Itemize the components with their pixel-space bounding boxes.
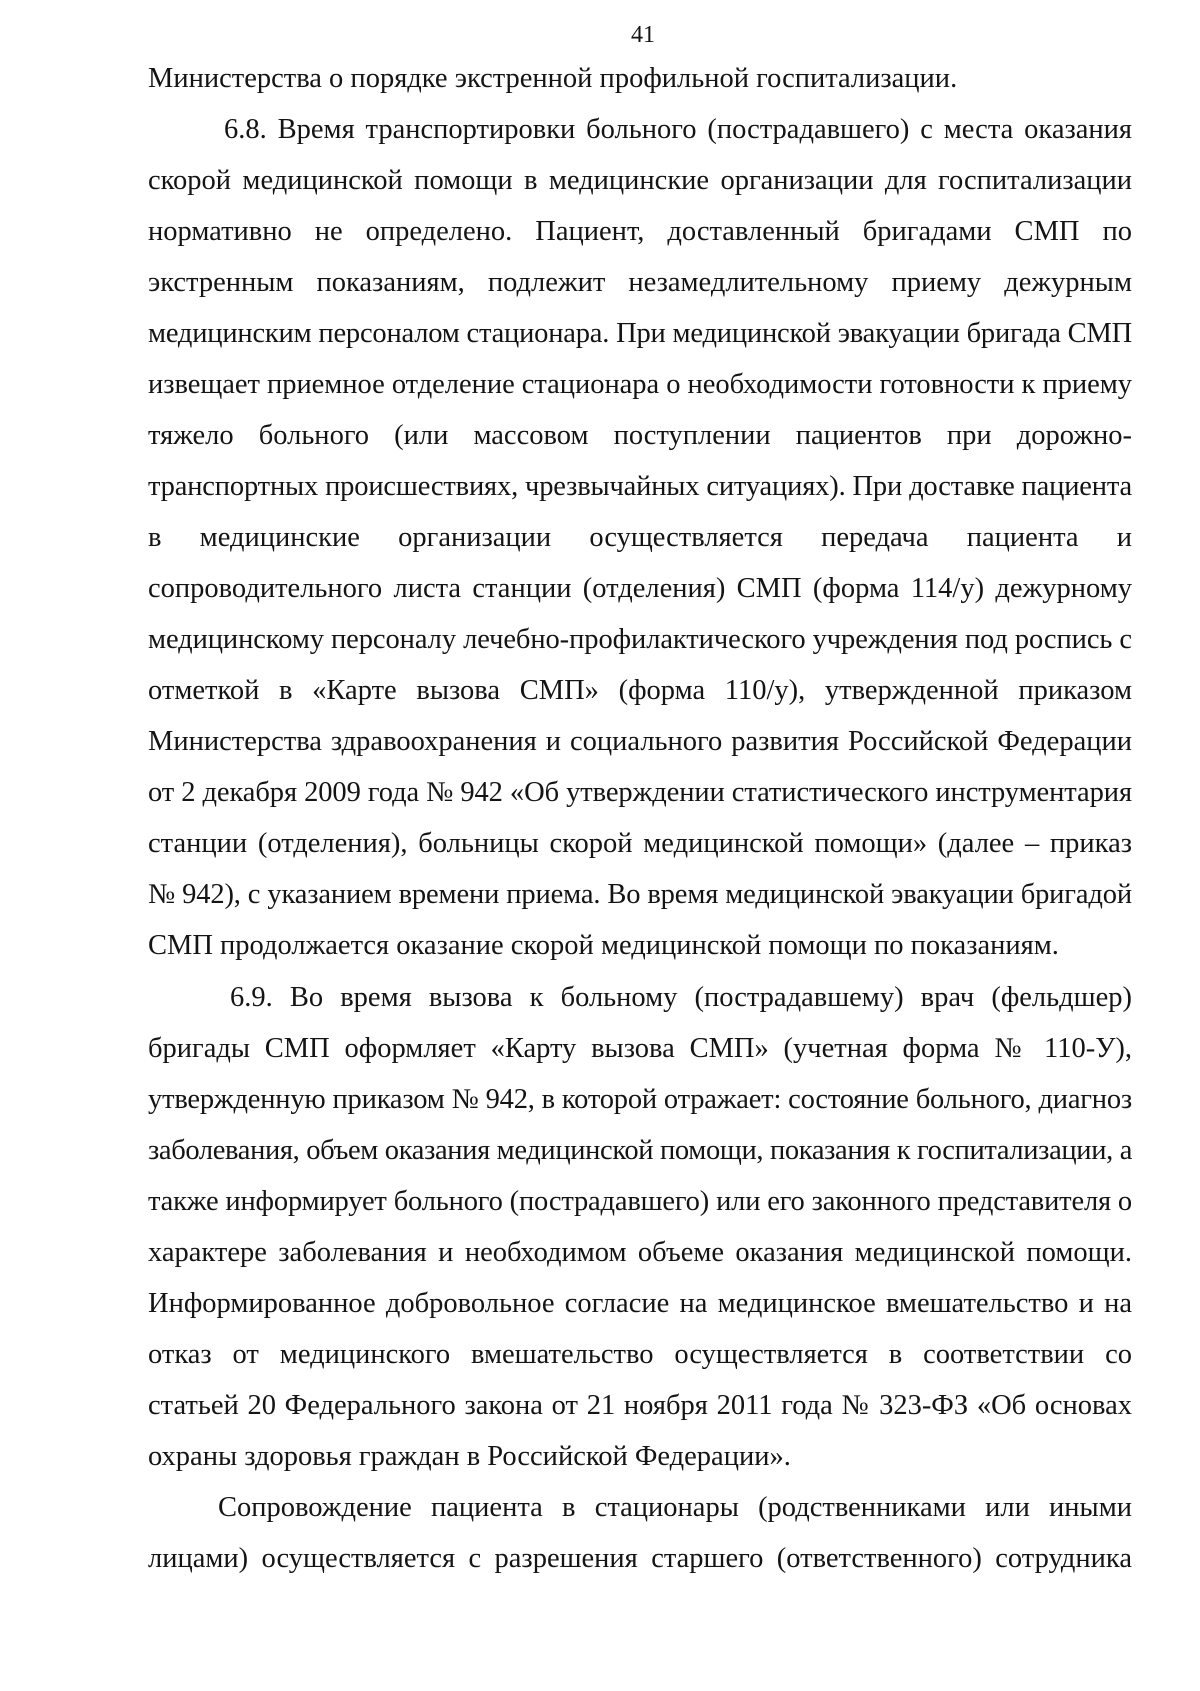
text-line: статьей 20 Федерального закона от 21 ноября 2011 года № 323-ФЗ «Об основах	[148, 1390, 1132, 1421]
text-line: экстренным показаниям, подлежит незамедлительному приему дежурным	[148, 267, 1132, 298]
text-line: сопроводительного листа станции (отделения) СМП (форма 114/у) дежурному	[148, 573, 1132, 604]
text-line: станции (отделения), больницы скорой медицинской помощи» (далее – приказ	[148, 828, 1132, 859]
text-line: нормативно не определено. Пациент, доставленный бригадами СМП по	[148, 216, 1132, 247]
document-body	[148, 61, 1132, 1592]
text-line: характере заболевания и необходимом объеме оказания медицинской помощи.	[148, 1237, 1132, 1268]
text-line: утвержденную приказом № 942, в которой отражает: состояние больного, диагноз	[148, 1084, 1132, 1115]
text-line: заболевания, объем оказания медицинской помощи, показания к госпитализации, а	[148, 1135, 1132, 1166]
text-line: отметкой в «Карте вызова СМП» (форма 110/у), утвержденной приказом	[148, 675, 1132, 706]
text-line: транспортных происшествиях, чрезвычайных ситуациях). При доставке пациента	[148, 471, 1132, 502]
text-line: отказ от медицинского вмешательство осуществляется в соответствии со	[148, 1339, 1132, 1370]
text-line: № 942), с указанием времени приема. Во время медицинской эвакуации бригадой	[148, 879, 1132, 910]
text-line: Министерства о порядке экстренной профильной госпитализации.	[148, 63, 958, 94]
page-number: 41	[631, 22, 655, 48]
text-line: тяжело больного (или массовом поступлении пациентов при дорожно-	[148, 420, 1132, 451]
text-line: бригады СМП оформляет «Карту вызова СМП» (учетная форма № 110-У),	[148, 1033, 1132, 1064]
paragraph-6-8-first-line: 6.8. Время транспортировки больного (пострадавшего) с места оказания	[224, 114, 1132, 145]
text-line: Министерства здравоохранения и социального развития Российской Федерации	[148, 726, 1132, 757]
text-line: медицинским персоналом стационара. При медицинской эвакуации бригада СМП	[148, 318, 1132, 349]
text-line: в медицинские организации осуществляется передача пациента и	[148, 522, 1132, 553]
text-line: Информированное добровольное согласие на медицинское вмешательство и на	[148, 1288, 1132, 1319]
text-line: извещает приемное отделение стационара о необходимости готовности к приему	[148, 369, 1132, 400]
text-line: скорой медицинской помощи в медицинские организации для госпитализации	[148, 165, 1132, 196]
paragraph-escort-first-line: Сопровождение пациента в стационары (родственниками или иными	[218, 1492, 1132, 1523]
text-line: от 2 декабря 2009 года № 942 «Об утверждении статистического инструментария	[148, 777, 1132, 808]
text-line: также информирует больного (пострадавшего) или его законного представителя о	[148, 1186, 1132, 1217]
text-line: медицинскому персоналу лечебно-профилактического учреждения под роспись с	[148, 624, 1132, 655]
text-line: лицами) осуществляется с разрешения старшего (ответственного) сотрудника	[148, 1543, 1132, 1574]
paragraph-6-9-last-line: охраны здоровья граждан в Российской Федерации».	[148, 1441, 791, 1472]
paragraph-6-8-last-line: СМП продолжается оказание скорой медицинской помощи по показаниям.	[148, 930, 1059, 961]
paragraph-6-9-first-line: 6.9. Во время вызова к больному (пострадавшему) врач (фельдшер)	[230, 982, 1132, 1013]
